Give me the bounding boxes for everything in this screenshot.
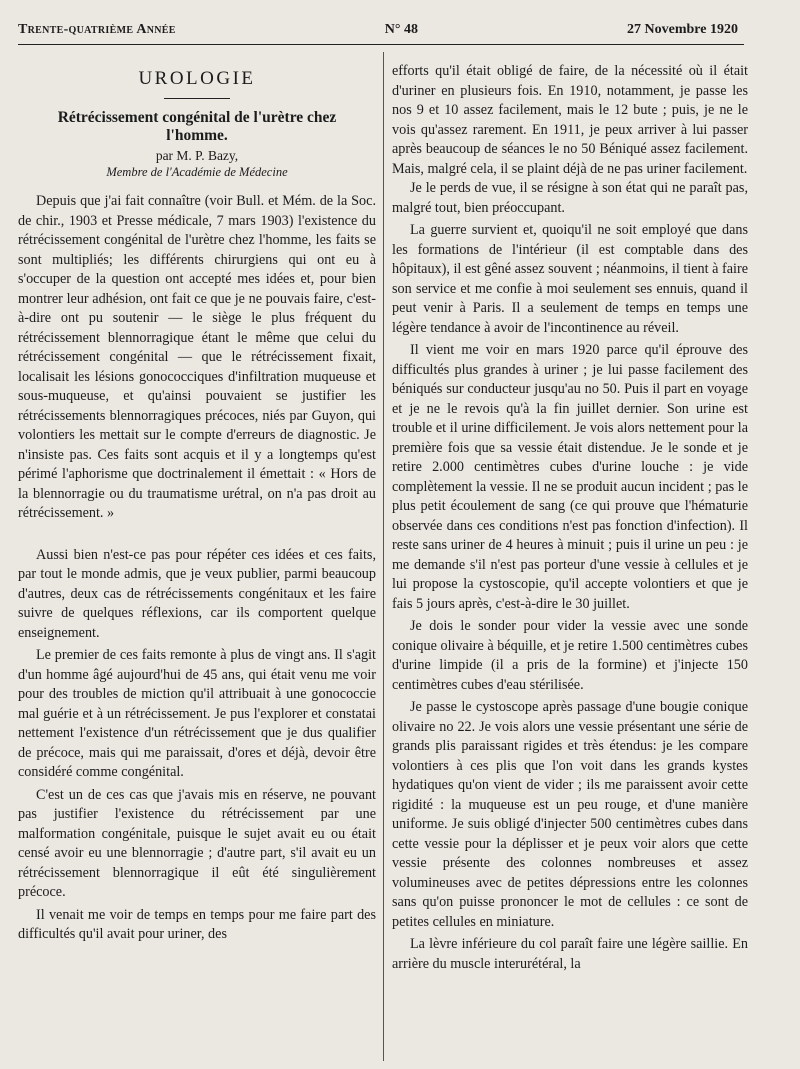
article-title: Rétrécissement congénital de l'urètre chez l'homme. <box>57 109 337 144</box>
paragraph-lost-sight: Je le perds de vue, il se résigne à son état qui ne paraît pas, malgré tout, bien préoccupant. <box>392 180 748 216</box>
byline: par M. P. Bazy, <box>155 148 239 163</box>
issue-number: N° 48 <box>384 22 418 37</box>
volume-label: Trente-quatrième Année <box>18 22 176 37</box>
author-affiliation: Membre de l'Académie de Médecine <box>106 165 288 179</box>
paragraph-war: La guerre survient et, quoiqu'il ne soit employé que dans les formations de l'intérieur (il est comptable dans des hôpitaux), il est gêné assez souvent ; néanmoins, il tient à faire son service et me confie à moi seulement ses ennuis, quand il peut venir à Paris. Il a seulement de temps en temps une légère tendance à avoir de l'incontinence au réveil. <box>392 222 748 336</box>
section-title: UROLOGIE <box>138 68 256 89</box>
paragraph-march-1920: Il vient me voir en mars 1920 parce qu'il éprouve des difficultés plus grandes à uriner ; je lui passe facilement des béniqués sur conducteur jusqu'au no 50. Puis il part en voyage et je ne le revois qu'à la fin juillet dernier. Son urine est trouble et il urine difficilement. Je vois alors nettement pour la première fois que sa vessie était distendue. Je le sonde et je retire 2.000 centimètres cubes d'urine louche : je vide complètement la vessie. Il ne se produit aucun incident ; pas le plus petit écoulement de sang (ce qui prouve que l'hématurie observée dans ces conditions n'est pas fonction d'infection). Il reste sans uriner de 4 heures à minuit ; puis il urine un peu : je me demande s'il n'est pas porteur d'une vessie à cellules et je lui propose la cystoscopie, qu'il accepte volontiers et que je fais 5 jours après, c'est-à-dire le 30 juillet. <box>392 342 748 612</box>
left-column <box>18 58 376 1059</box>
right-column <box>392 62 748 1059</box>
paragraph-gap <box>18 524 376 546</box>
paragraph-continued: efforts qu'il était obligé de faire, de la nécessité où il était d'uriner en plusieurs fois. En 1910, notamment, je passe les nos 9 et 10 assez facilement, mais le 12 bute ; puis, je ne le vois qu'assez rarement. En 1911, je peux arriver à lui passer après beaucoup de séances le no 50 Béniqué assez facilement. Mais, malgré cela, il se plaint déjà de ne pas uriner facilement. <box>392 63 748 177</box>
paragraph-intro: Depuis que j'ai fait connaître (voir Bull. et Mém. de la Soc. de chir., 1903 et Presse médicale, 7 mars 1903) l'existence du rétrécissement congénital de l'urètre chez l'homme, les faits se sont multipliés; les différents chirurgiens qui ont eu à s'occuper de la question ont accepté mes idées et, pour bien montrer leur adhésion, ont fait ce que je ne pouvais faire, c'est-à-dire ont pu soutenir — le siège le plus fréquent du rétrécissement blennorragique étant le même que celui du rétrécissement congénital — que le rétrécissement fixait, localisait les lésions gonococciques d'infiltration muqueuse et sous-muqueuse, et qu'ainsi pouvaient se justifier les rétrécissements blennorragiques précoces, niés par Guyon, qui volontiers les mettait sur le compte d'erreurs de diagnostic. Je n'insiste pas. Ces faits sont acquis et il y a longtemps qu'est périmé l'aphorisme que doctrinalement il émettait : « Hors de la blennorragie ou du traumatisme urétral, on n'a pas droit au rétrécissement. » <box>18 193 376 521</box>
paragraph-cystoscope: Je passe le cystoscope après passage d'une bougie conique olivaire no 22. Je vois alors une vessie présentant une série de grands plis paraissant rigides et très étendus: je les compare volontiers à ces plis que l'on voit dans les grands kystes hydatiques qu'on vient de vider ; ils me paraissent avoir cette rigidité : la muqueuse est un peu rouge, et d'une manière uniforme. Je suis obligé d'injecter 500 centimètres cubes dans cette vessie pour la déplisser et je peux voir alors que cette vessie présente des colonnes nombreuses et assez volumineuses avec de petites dépressions entre les colonnes sans qu'on puisse prononcer le mot de cellules : ce sont de petites cellules en miniature. <box>392 699 748 930</box>
paragraph-lower-lip: La lèvre inférieure du col paraît faire une légère saillie. En arrière du muscle interurétéral, la <box>392 936 748 972</box>
running-header <box>18 18 738 42</box>
title-rule <box>164 98 230 99</box>
issue-date: 27 Novembre 1920 <box>627 22 738 37</box>
paragraph-sounding: Je dois le sonder pour vider la vessie avec une sonde conique olivaire à béquille, et je retire 1.500 centimètres cubes d'urine limpide (il a pris de la formine) et j'injecte 150 centimètres cubes d'eau stérilisée. <box>392 618 748 693</box>
paragraph-purpose: Aussi bien n'est-ce pas pour répéter ces idées et ces faits, par tout le monde admis, que je veux publier, parmi beaucoup d'autres, deux cas de rétrécissements congénitaux et les faire suivre de quelques réflexions, car ils comportent quelque enseignement. <box>18 546 376 641</box>
header-rule <box>18 44 744 45</box>
paragraph-reserve: C'est un de ces cas que j'avais mis en réserve, ne pouvant pas justifier l'existence du rétrécissement par une malformation congénitale, puisque le sujet avait eu ou était censé avoir eu une blennorragie ; d'autre part, s'il avait eu un rétrécissement blennorragique il eût été singulièrement précoce. <box>18 786 376 900</box>
paragraph-first-case: Le premier de ces faits remonte à plus de vingt ans. Il s'agit d'un homme âgé aujourd'hui de 45 ans, qui était venu me voir pour des troubles de miction qu'il attribuait à une gonococcie mal guérie et à un rétrécissement. Je pus l'explorer et constatai nettement l'existence d'un rétrécissement que je dus qualifier de précoce, mais qui me paraissait, d'ores et déjà, devoir être considéré comme congénital. <box>18 647 376 780</box>
column-divider <box>383 52 384 1061</box>
paragraph-visits: Il venait me voir de temps en temps pour me faire part des difficultés qu'il avait pour uriner, des <box>18 906 376 942</box>
